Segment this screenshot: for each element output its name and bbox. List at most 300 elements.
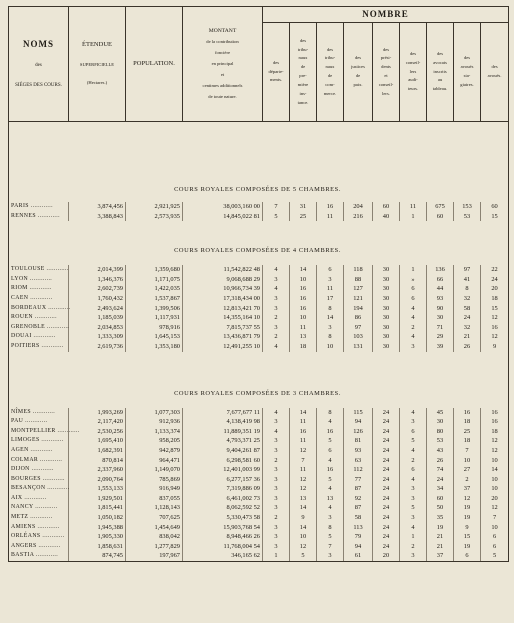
value-cell: 115 [344,408,373,418]
value-cell: 10 [290,275,317,285]
cour-name-cell: NÎMES ............ [9,408,69,418]
value-cell: 24 [373,427,400,437]
value-cell: 1,993,269 [69,408,126,418]
value-cell: 1,359,680 [126,265,183,275]
value-cell: 7 [263,202,290,212]
value-cell: 4 [400,446,427,456]
header-nombre-col-line: naux [298,55,308,61]
cour-name-cell: PARIS ............ [9,202,69,212]
header-nombre-col-line: inscrits [433,68,447,74]
value-cell: 2,602,739 [69,284,126,294]
value-cell: 9 [481,342,509,352]
value-cell: 7 [454,446,481,456]
value-cell: 13 [317,494,344,504]
value-cell: 3 [263,294,290,304]
table-row [9,513,509,523]
value-cell: 1,454,649 [126,523,183,533]
value-cell: 6 [481,542,509,552]
header-nombre-col-line: tance. [297,99,309,105]
value-cell: 1,117,931 [126,313,183,323]
table-row [9,456,509,466]
value-cell: 30 [373,323,400,333]
table-row [9,332,509,342]
value-cell: 24 [373,494,400,504]
value-cell: 7,677,677 11 [183,408,263,418]
value-cell: 4 [400,332,427,342]
cour-name-cell: BESANÇON ............ [9,484,69,494]
value-cell: 7 [317,542,344,552]
value-cell: 9 [290,513,317,523]
value-cell: 6 [400,465,427,475]
value-cell: 12,401,003 99 [183,465,263,475]
value-cell: 88 [344,275,373,285]
value-cell: 35 [427,513,454,523]
cours-royales-table [8,6,509,562]
value-cell: 18 [454,436,481,446]
header-nombre-col [400,23,427,122]
value-cell: 6 [400,284,427,294]
value-cell: » [400,275,427,285]
value-cell: 103 [344,332,373,342]
value-cell: 216 [344,212,373,222]
value-cell: 8 [317,523,344,533]
table-row [9,475,509,485]
value-cell: 53 [427,436,454,446]
value-cell: 3 [263,475,290,485]
header-nombre-col-line: de [300,64,306,70]
cour-name-cell: NANCY ............ [9,503,69,513]
header-nombre-col-line: avoués [460,64,474,70]
section-title: COURS ROYALES COMPOSÉES DE 5 CHAMBRES. [9,184,509,196]
value-cell: 1,645,153 [126,332,183,342]
cour-name-cell: GRENOBLE ............ [9,323,69,333]
value-cell: 1,695,410 [69,436,126,446]
value-cell: 118 [344,265,373,275]
header-nombre-col-line: et [384,73,388,79]
value-cell: 30 [373,294,400,304]
value-cell: 94 [344,542,373,552]
value-cell: 21 [427,542,454,552]
value-cell: 22 [481,265,509,275]
table-row [9,494,509,504]
cour-name-cell: AGEN ............ [9,446,69,456]
value-cell: 19 [454,542,481,552]
value-cell: 9,404,261 87 [183,446,263,456]
cour-name-cell: BASTIA ............ [9,551,69,561]
value-cell: 3 [263,417,290,427]
value-cell: 1,905,330 [69,532,126,542]
value-cell: 6,461,002 73 [183,494,263,504]
value-cell: 3,388,843 [69,212,126,222]
value-cell: 1,277,829 [126,542,183,552]
header-nombre-col-line: com- [325,81,335,87]
value-cell: 24 [373,523,400,533]
value-cell: 16 [481,408,509,418]
value-cell: 113 [344,523,373,533]
value-cell: 74 [427,465,454,475]
value-cell: 16 [290,427,317,437]
value-cell: 6 [317,265,344,275]
header-montant-line: foncière [214,50,231,56]
value-cell: 6 [481,532,509,542]
header-nombre-col-line: des [326,46,334,52]
table-row [9,542,509,552]
value-cell: 1,553,133 [69,484,126,494]
value-cell: 870,814 [69,456,126,466]
value-cell: 94 [344,417,373,427]
cour-name-cell: TOULOUSE ............ [9,265,69,275]
header-nombre-col [427,23,454,122]
value-cell: 32 [454,323,481,333]
value-cell: 1,537,867 [126,294,183,304]
section-title: COURS ROYALES COMPOSÉES DE 3 CHAMBRES. [9,388,509,400]
value-cell: 4 [317,456,344,466]
value-cell: 97 [454,265,481,275]
table-row [9,284,509,294]
cour-name-cell: ANGERS ............ [9,542,69,552]
value-cell: 837,055 [126,494,183,504]
cour-name-cell: DIJON ............ [9,465,69,475]
section-spacer-cell [9,122,509,185]
section-gap-cell [9,257,509,265]
value-cell: 16 [317,465,344,475]
value-cell: 18 [290,342,317,352]
value-cell: 3 [263,436,290,446]
table-row [9,212,509,222]
header-montant-line: en principal [211,61,234,67]
value-cell: 24 [373,542,400,552]
value-cell: 25 [290,212,317,222]
value-cell: 1,185,039 [69,313,126,323]
value-cell: 4,138,419 98 [183,417,263,427]
value-cell: 31 [290,202,317,212]
value-cell: 5,330,473 58 [183,513,263,523]
header-nombre-col [263,23,290,122]
value-cell: 14,355,164 10 [183,313,263,323]
value-cell: 1,815,441 [69,503,126,513]
header-nombre-col-line: de [327,73,333,79]
value-cell: 4 [400,523,427,533]
table-row [9,342,509,352]
value-cell: 24 [373,484,400,494]
header-noms-sieges: SIÉGES DES COURS. [15,82,62,88]
header-nombre-col-line: avocats [433,59,447,65]
header-nombre-col-line: au [437,77,443,83]
value-cell: 45 [427,408,454,418]
value-cell: 12 [290,484,317,494]
value-cell: 4 [400,304,427,314]
value-cell: 11 [317,284,344,294]
header-nombre-col-line: des [409,51,417,57]
value-cell: 18 [454,417,481,427]
header-nombre-col-line: des [299,37,307,43]
header-etendue-unit: (Hectares.) [86,80,108,86]
value-cell: 77 [344,475,373,485]
value-cell: 50 [427,503,454,513]
header-montant [183,7,263,122]
table-row [9,202,509,212]
value-cell: 838,042 [126,532,183,542]
value-cell: 2 [263,456,290,466]
value-cell: 12 [481,313,509,323]
value-cell: 30 [373,332,400,342]
header-nombre-col [373,23,400,122]
header-nombre-col-line: de [355,73,361,79]
value-cell: 3 [400,417,427,427]
value-cell: 12 [481,332,509,342]
value-cell: 136 [427,265,454,275]
value-cell: 3 [400,513,427,523]
table-row [9,265,509,275]
value-cell: 2,090,764 [69,475,126,485]
table-row [9,323,509,333]
value-cell: 12 [290,475,317,485]
value-cell: 4 [400,475,427,485]
value-cell: 7,319,886 09 [183,484,263,494]
value-cell: 18 [481,427,509,437]
value-cell: 3 [317,551,344,561]
section-spacer [9,352,509,388]
value-cell: 16 [317,427,344,437]
table-row [9,436,509,446]
value-cell: 3 [263,532,290,542]
value-cell: 12 [454,494,481,504]
value-cell: 3 [263,494,290,504]
value-cell: 24 [373,446,400,456]
value-cell: 675 [427,202,454,212]
value-cell: 707,625 [126,513,183,523]
value-cell: 26 [454,342,481,352]
value-cell: 12 [481,436,509,446]
value-cell: 20 [481,494,509,504]
value-cell: 1,945,388 [69,523,126,533]
value-cell: 30 [427,313,454,323]
header-etendue-title: ÉTENDUE [82,40,112,48]
value-cell: 71 [427,323,454,333]
value-cell: 93 [427,294,454,304]
value-cell: 15 [481,212,509,222]
value-cell: 3 [263,542,290,552]
table-row [9,551,509,561]
value-cell: 4 [317,503,344,513]
value-cell: 1,077,303 [126,408,183,418]
value-cell: 10 [290,532,317,542]
section-title-row [9,245,509,257]
value-cell: 3 [263,446,290,456]
value-cell: 25 [454,427,481,437]
header-nombre-col-line: conseil- [405,59,421,65]
value-cell: 24 [481,275,509,285]
value-cell: 3 [263,503,290,513]
header-nombre-col-line: teurs. [407,86,419,92]
header-montant-line: de la contribution [206,39,239,45]
value-cell: 916,949 [126,484,183,494]
value-cell: 18 [481,294,509,304]
value-cell: 10 [317,342,344,352]
value-cell: 346,165 62 [183,551,263,561]
value-cell: 81 [344,436,373,446]
value-cell: 2,337,960 [69,465,126,475]
value-cell: 4 [317,484,344,494]
value-cell: 13 [290,494,317,504]
value-cell: 58 [344,513,373,523]
value-cell: 8 [317,304,344,314]
value-cell: 2 [263,513,290,523]
header-nombre-col [454,23,481,122]
value-cell: 11 [400,202,427,212]
value-cell: 15 [481,304,509,314]
value-cell: 90 [427,304,454,314]
value-cell: 6 [454,551,481,561]
value-cell: 2 [400,456,427,466]
header-nombre-title: NOMBRE [362,8,409,19]
value-cell: 24 [373,503,400,513]
value-cell: 16 [481,417,509,427]
value-cell: 2,573,935 [126,212,183,222]
value-cell: 12,813,421 70 [183,304,263,314]
header-nombre-col-line: des [382,46,390,52]
value-cell: 1,422,035 [126,284,183,294]
table-row [9,446,509,456]
header-nombre-col [344,23,373,122]
header-nombre-col-line: départe- [268,68,284,74]
value-cell: 5 [481,551,509,561]
value-cell: 16 [454,408,481,418]
value-cell: 9 [454,523,481,533]
value-cell: 131 [344,342,373,352]
value-cell: 5 [290,551,317,561]
value-cell: 37 [454,484,481,494]
value-cell: 15 [454,532,481,542]
value-cell: 24 [373,475,400,485]
header-montant-line: et [220,71,225,77]
value-cell: 4 [263,427,290,437]
value-cell: 29 [427,332,454,342]
section-spacer-cell [9,352,509,388]
header-montant-line: de toute nature. [208,93,237,99]
header-nombre-col-line: des [436,51,444,57]
header-nombre-col-line: merce. [323,90,337,96]
value-cell: 2 [263,332,290,342]
value-cell: 2 [263,313,290,323]
value-cell: 17 [317,294,344,304]
value-cell: 4 [263,342,290,352]
value-cell: 2,117,420 [69,417,126,427]
value-cell: 3 [400,551,427,561]
value-cell: 3 [317,513,344,523]
cour-name-cell: LIMOGES ............ [9,436,69,446]
value-cell: 3 [263,523,290,533]
value-cell: 30 [427,417,454,427]
value-cell: 24 [373,532,400,542]
header-etendue [69,7,126,122]
value-cell: 2,034,853 [69,323,126,333]
value-cell: 14,845,022 81 [183,212,263,222]
value-cell: 19 [454,513,481,523]
header-montant-line: MONTANT [208,27,237,34]
value-cell: 1,050,182 [69,513,126,523]
value-cell: 1 [400,265,427,275]
header-nombre-col-line: justices [351,64,365,70]
value-cell: 21 [427,532,454,542]
value-cell: 11,542,822 48 [183,265,263,275]
section-title-row [9,388,509,400]
value-cell: 15,903,768 54 [183,523,263,533]
value-cell: 1,128,143 [126,503,183,513]
cour-name-cell: AMIENS ............ [9,523,69,533]
value-cell: 24 [373,513,400,523]
value-cell: 20 [373,551,400,561]
header-noms [9,7,69,122]
value-cell: 6,298,581 60 [183,456,263,466]
value-cell: 80 [427,427,454,437]
value-cell: 11 [290,465,317,475]
header-nombre-col-line: tableau. [432,86,448,92]
value-cell: 7 [290,456,317,466]
header-nombre-col-line: prési- [380,55,392,61]
value-cell: 21 [454,332,481,342]
value-cell: 10 [481,523,509,533]
value-cell: 2,921,925 [126,202,183,212]
value-cell: 37 [427,551,454,561]
value-cell: 5 [400,436,427,446]
section-spacer [9,122,509,185]
value-cell: 63 [344,456,373,466]
table-row [9,465,509,475]
header-nombre-col-line: sta- [463,73,471,79]
table-row [9,484,509,494]
cour-name-cell: CAEN ............ [9,294,69,304]
header-nombre-col-line: tribu- [297,46,309,52]
value-cell: 194 [344,304,373,314]
value-cell: 14 [317,313,344,323]
value-cell: 30 [373,304,400,314]
section-gap [9,400,509,408]
value-cell: 30 [373,275,400,285]
value-cell: 11 [317,212,344,222]
value-cell: 60 [427,494,454,504]
header-noms-title: NOMS [23,39,54,50]
value-cell: 8 [317,408,344,418]
value-cell: 8,062,592 52 [183,503,263,513]
table-row [9,275,509,285]
value-cell: 39 [427,342,454,352]
cour-name-cell: ORLÉANS ............ [9,532,69,542]
value-cell: 2,014,399 [69,265,126,275]
value-cell: 12 [481,503,509,513]
value-cell: 61 [344,551,373,561]
cour-name-cell: PAU ............ [9,417,69,427]
value-cell: 38,003,160 00 [183,202,263,212]
value-cell: 1,760,432 [69,294,126,304]
cour-name-cell: RIOM ............ [9,284,69,294]
value-cell: 11,768,004 54 [183,542,263,552]
cour-name-cell: MONTPELLIER ............ [9,427,69,437]
value-cell: 12 [290,542,317,552]
value-cell: 1,929,501 [69,494,126,504]
value-cell: 11 [290,417,317,427]
value-cell: 10 [290,313,317,323]
table-row [9,304,509,314]
value-cell: 6 [400,427,427,437]
header-nombre-col-line: giaires. [460,81,474,87]
value-cell: 19 [427,523,454,533]
value-cell: 874,745 [69,551,126,561]
value-cell: 2,530,256 [69,427,126,437]
value-cell: 11,889,351 19 [183,427,263,437]
value-cell: 3 [263,275,290,285]
value-cell: 4 [400,408,427,418]
